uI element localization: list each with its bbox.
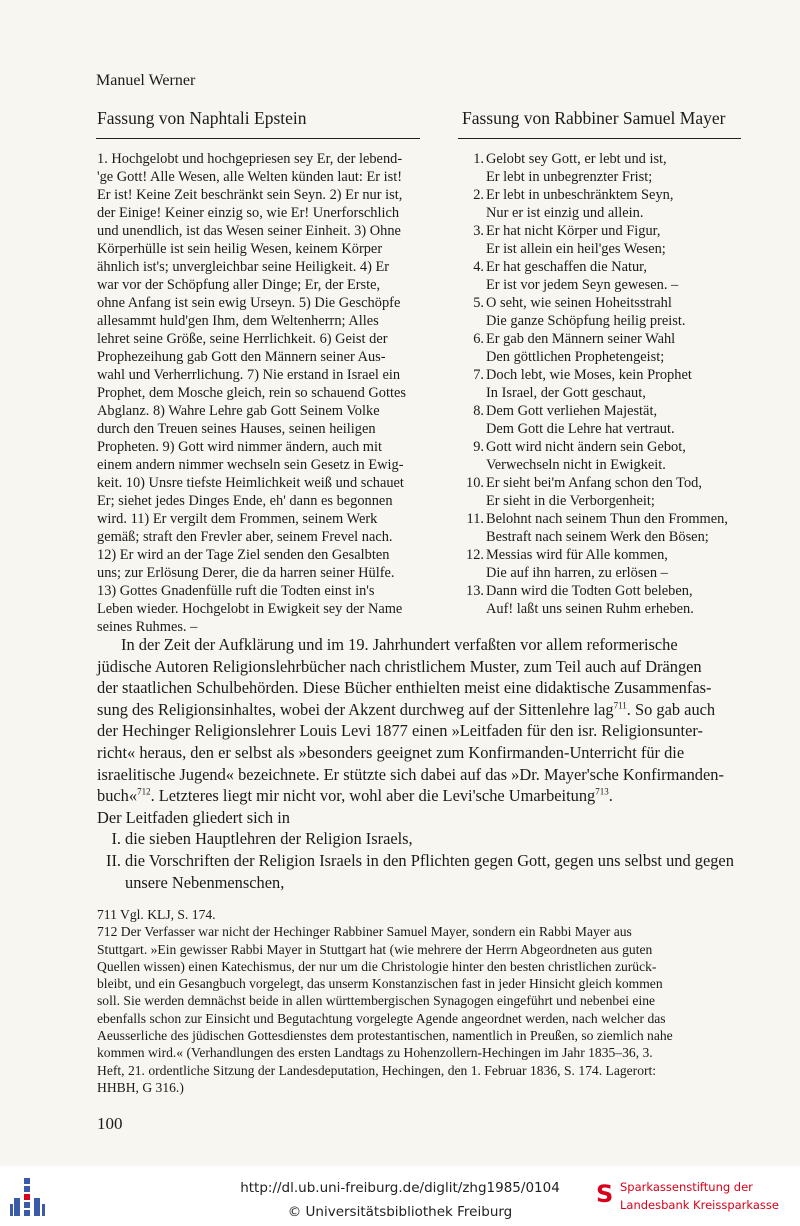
verse-text: Gelobt sey Gott, er lebt und ist, [486, 151, 667, 167]
verse-number: 12. [466, 547, 484, 563]
verse-line [458, 510, 758, 528]
verse-line [458, 438, 758, 456]
viewer-footer [0, 1166, 800, 1226]
text-line [97, 992, 741, 1009]
leitfaden-outline-list [97, 828, 741, 893]
verse-line [458, 330, 758, 348]
verse-line [458, 600, 758, 618]
line-text: Körperhülle ist sein heilig Wesen, keinem Körper [97, 241, 383, 257]
text-line [97, 384, 419, 402]
verse-number: 1. [473, 151, 484, 167]
line-text: 12) Er wird an der Tage Ziel senden den Gesalbten [97, 547, 390, 563]
text-line [97, 582, 419, 600]
epstein-version-text [97, 150, 419, 636]
verse-number: 2. [473, 187, 484, 203]
text-line [97, 720, 741, 742]
verse-number: 5. [473, 295, 484, 311]
verse-text: Er hat geschaffen die Natur, [486, 259, 647, 275]
list-numeral: I. [111, 829, 121, 849]
line-text: wird. 11) Er vergilt dem Frommen, seinem Werk [97, 511, 378, 527]
text-line [97, 1027, 741, 1044]
text-line [97, 600, 419, 618]
list-text: die Vorschriften der Religion Israels in den Pflichten gegen Gott, gegen uns selbst und gegen [125, 850, 734, 870]
line-text: Er; siehet jedes Dinges Ende, eh' dann es begonnen [97, 493, 393, 509]
paragraph-1 [97, 634, 741, 699]
text-line [97, 312, 419, 330]
sparkasse-s-icon: S [596, 1180, 614, 1208]
text-line [97, 348, 419, 366]
text-line [97, 656, 741, 678]
verse-text: Er lebt in unbegrenzter Frist; [486, 169, 653, 185]
left-column-title: Fassung von Naphtali Epstein [97, 108, 307, 128]
line-text: Stuttgart. »Ein gewisser Rabbi Mayer in Stuttgart hat (wie mehrere der Herrn Abgeordneten aus guten [97, 941, 653, 957]
text-line [97, 294, 419, 312]
line-text: Leben wieder. Hochgelobt in Ewigkeit sey der Name [97, 601, 403, 617]
line-text: 1. Hochgelobt und hochgepriesen sey Er, der lebend- [97, 151, 403, 167]
mayer-version-text [458, 150, 758, 618]
text-line [97, 742, 741, 764]
verse-line [458, 492, 758, 510]
verse-text: Dem Gott verliehen Majestät, [486, 403, 658, 419]
verse-text: Bestraft nach seinem Werk den Bösen; [486, 529, 709, 545]
text-line [97, 1062, 741, 1079]
line-text: ohne Anfang ist sein ewig Urseyn. 5) Die Geschöpfe [97, 295, 401, 311]
text-line [97, 222, 419, 240]
verse-text: Die auf ihn harren, zu erlösen – [486, 565, 668, 581]
verse-text: Er ist allein ein heil'ges Wesen; [486, 241, 666, 257]
main-body-text [97, 634, 741, 893]
verse-text: Den göttlichen Prophetengeist; [486, 349, 665, 365]
verse-line [458, 312, 758, 330]
line-text: 'ge Gott! Alle Wesen, alle Welten künden laut: Er ist! [97, 169, 403, 185]
copyright-notice: © Universitätsbibliothek Freiburg [287, 1204, 513, 1220]
line-text: soll. Sie werden demnächst beide in allen württembergischen Synagogen eingeführt und nebenbei eine [97, 993, 656, 1009]
text-line [97, 258, 419, 276]
footnote-ref-712[interactable]: 712 [137, 786, 151, 797]
verse-line [458, 384, 758, 402]
text-line [97, 634, 741, 656]
text-line [97, 528, 419, 546]
text-line [97, 168, 419, 186]
text-line [97, 1010, 741, 1027]
text-line [97, 764, 741, 786]
verse-line [458, 204, 758, 222]
text-line [97, 150, 419, 168]
line-text: ebenfalls schon zur Einsicht und Begutachtung vorgelegte Agende angeordnet werden, nach welcher das [97, 1010, 666, 1026]
verse-number: 11. [466, 511, 484, 527]
verse-number: 13. [466, 583, 484, 599]
verse-text: Belohnt nach seinem Thun den Frommen, [486, 511, 728, 527]
document-url-link[interactable]: http://dl.ub.uni-freiburg.de/diglit/zhg1985/0104 [240, 1180, 560, 1196]
text-line [97, 204, 419, 222]
line-text: In der Zeit der Aufklärung und im 19. Jahrhundert verfaßten vor allem reformerische [121, 635, 678, 654]
verse-text: Dem Gott die Lehre hat vertraut. [486, 421, 675, 437]
line-text: 712 Der Verfasser war nicht der Hechinger Rabbiner Samuel Mayer, sondern ein Rabbi Mayer aus [97, 924, 632, 940]
list-item [97, 872, 741, 894]
verse-text: Verwechseln nicht in Ewigkeit. [486, 457, 666, 473]
text-line [97, 240, 419, 258]
line-text: lehret seine Größe, seine Herrlichkeit. 6) Geist der [97, 331, 388, 347]
verse-line [458, 186, 758, 204]
text-line [97, 941, 741, 958]
line-text: einem andern nimmer wechseln sein Gesetz in Ewig- [97, 457, 404, 473]
verse-line [458, 366, 758, 384]
line-text: keit. 10) Unsre tiefste Heimlichkeit weiß und schauet [97, 475, 404, 491]
line-text: der Einige! Keiner einzig so, wie Er! Unerforschlich [97, 205, 400, 221]
list-item [97, 828, 741, 850]
verse-line [458, 546, 758, 564]
verse-number: 6. [473, 331, 484, 347]
verse-line [458, 168, 758, 186]
verse-number: 4. [473, 259, 484, 275]
verse-line [458, 564, 758, 582]
text-line [97, 186, 419, 204]
verse-text: Messias wird für Alle kommen, [486, 547, 668, 563]
footnote-712 [97, 923, 741, 1079]
line-text: kommen wird.« (Verhandlungen des ersten Landtags zu Hohenzollern-Hechingen im Jahr 1835–36, 3. [97, 1045, 653, 1061]
verse-text: Er hat nicht Körper und Figur, [486, 223, 661, 239]
line-text: jüdische Autoren Religionslehrbücher nach christlichem Muster, zum Teil auch auf Drängen [97, 656, 702, 676]
verse-line [458, 258, 758, 276]
list-item [97, 850, 741, 872]
verse-line [458, 294, 758, 312]
left-title-rule [96, 138, 420, 139]
text-line [97, 366, 419, 384]
line-text: ähnlich ist's; unvergleichbar seine Heiligkeit. 4) Er [97, 259, 390, 275]
page-number: 100 [97, 1114, 123, 1133]
sparkassenstiftung-logo [596, 1178, 796, 1222]
verse-text: Nur er ist einzig und allein. [486, 205, 644, 221]
text-line [97, 420, 419, 438]
text-line [97, 958, 741, 975]
list-text: unsere Nebenmenschen, [125, 872, 285, 892]
text-line [97, 564, 419, 582]
text-line [97, 456, 419, 474]
verse-number: 9. [473, 439, 484, 455]
text-line [97, 402, 419, 420]
line-text: der staatlichen Schulbehörden. Diese Bücher enthielten meist eine didaktische Zusammenfas- [97, 678, 712, 698]
footnote-711: 711 Vgl. KLJ, S. 174. [97, 907, 216, 922]
text-line [97, 1044, 741, 1061]
text-line [97, 546, 419, 564]
right-title-rule [458, 138, 741, 139]
line-text: allesammt huld'gen Ihm, dem Weltenherrn; Alles [97, 313, 379, 329]
line-text: israelitische Jugend« bezeichnete. Er stützte sich dabei auf das »Dr. Mayer'sche Konfirmanden- [97, 764, 724, 784]
verse-line [458, 150, 758, 168]
verse-line [458, 474, 758, 492]
text-line [97, 276, 419, 294]
line-text: Abglanz. 8) Wahre Lehre gab Gott Seinem Volke [97, 403, 380, 419]
verse-text: Er sieht in die Verborgenheit; [486, 493, 655, 509]
verse-line [458, 528, 758, 546]
verse-number: 7. [473, 367, 484, 383]
line-text: und unendlich, ist das Wesen seiner Einheit. 3) Ohne [97, 223, 401, 239]
verse-line [458, 222, 758, 240]
verse-line [458, 276, 758, 294]
line-text: Prophet, dem Mosche gleich, rein so schauend Gottes [97, 385, 406, 401]
verse-text: Er sieht bei'm Anfang schon den Tod, [486, 475, 702, 491]
line-text: 13) Gottes Gnadenfülle ruft die Todten einst in's [97, 583, 375, 599]
line-text: Propheten. 9) Gott wird nimmer ändern, auch mit [97, 439, 382, 455]
text-line [97, 438, 419, 456]
line-text: durch den Treuen seines Hauses, seinen heiligen [97, 421, 376, 437]
line-text: Heft, 21. ordentliche Sitzung der Landesdeputation, Hechingen, den 1. Februar 1836, S. 174. Lagerort: [97, 1062, 657, 1078]
text-line: seines Ruhmes. – [97, 619, 198, 635]
sponsor-line-2: Landesbank Kreissparkasse [620, 1198, 779, 1212]
line-text: Aeusserliche des jüdischen Gottesdienstes dem protestantischen, namentlich in Preußen, so ziemlich nahe [97, 1028, 673, 1044]
running-head-author: Manuel Werner [96, 72, 196, 89]
verse-line [458, 420, 758, 438]
text-line [97, 923, 741, 940]
text-line [97, 330, 419, 348]
verse-text: Er lebt in unbeschränktem Seyn, [486, 187, 674, 203]
verse-line [458, 348, 758, 366]
verse-number: 3. [473, 223, 484, 239]
verse-text: Auf! laßt uns seinen Ruhm erheben. [486, 601, 694, 617]
body-line: sung des Religionsinhaltes, wobei der Akzent durchweg auf der Sittenlehre lag$^{711}$. So gab auch [97, 699, 716, 719]
sponsor-line-1: Sparkassenstiftung der [620, 1180, 753, 1194]
line-text: war vor der Schöpfung aller Dinge; Er, der Erste, [97, 277, 381, 293]
list-numeral: II. [105, 850, 121, 870]
line-text: wahl und Verherrlichung. 7) Nie erstand in Israel ein [97, 367, 401, 383]
verse-line [458, 456, 758, 474]
line-text: uns; zur Erlösung Derer, die da harren seiner Hülfe. [97, 565, 395, 581]
paragraph-1-continued [97, 720, 741, 785]
verse-text: Die ganze Schöpfung heilig preist. [486, 313, 686, 329]
line-text: Prophezeihung gab Gott den Männern seiner Aus- [97, 349, 386, 365]
verse-text: Doch lebt, wie Moses, kein Prophet [486, 367, 692, 383]
text-line [97, 510, 419, 528]
body-line: buch«$^{712}$. Letzteres liegt mir nicht vor, wohl aber die Levi'sche Umarbeitung$^{713}$. [97, 786, 613, 806]
footnote-ref-711[interactable]: 711 [613, 700, 627, 711]
line-text: gemäß; straft den Frevler aber, seinem Frevel nach. [97, 529, 393, 545]
line-text: bleibt, und ein Gesangbuch vorgelegt, das unserm Konstanzischen fast in jeder Hinsicht gleich kommen [97, 976, 663, 992]
line-text: richt« heraus, den er selbst als »besonders geeignet zum Konfirmanden-Unterricht für die [97, 742, 685, 762]
verse-line [458, 240, 758, 258]
verse-text: In Israel, der Gott geschaut, [486, 385, 646, 401]
verse-text: Dann wird die Todten Gott beleben, [486, 583, 693, 599]
verse-number: 10. [466, 475, 484, 491]
right-column-title: Fassung von Rabbiner Samuel Mayer [462, 108, 726, 128]
text-line [97, 474, 419, 492]
verse-line [458, 402, 758, 420]
footnote-712-last-line: HHBH, G 316.) [97, 1079, 184, 1095]
verse-line [458, 582, 758, 600]
text-line [97, 677, 741, 699]
verse-text: O seht, wie seinen Hoheitsstrahl [486, 295, 672, 311]
text-line [97, 975, 741, 992]
list-text: die sieben Hauptlehren der Religion Israels, [125, 829, 413, 849]
verse-number: 8. [473, 403, 484, 419]
verse-text: Er gab den Männern seiner Wahl [486, 331, 676, 347]
verse-text: Er ist vor jedem Seyn gewesen. – [486, 277, 679, 293]
verse-text: Gott wird nicht ändern sein Gebot, [486, 439, 686, 455]
line-text: Quellen wissen) einen Katechismus, der nur um die Christologie hinter den besten christlichen zurück- [97, 958, 657, 974]
text-line [97, 492, 419, 510]
list-intro: Der Leitfaden gliedert sich in [97, 807, 290, 827]
footnotes [97, 906, 741, 1096]
line-text: Er ist! Keine Zeit beschränkt sein Seyn. 2) Er nur ist, [97, 187, 403, 203]
footnote-ref-713[interactable]: 713 [595, 786, 609, 797]
line-text: der Hechinger Religionslehrer Louis Levi 1877 einen »Leitfaden für den isr. Religionsunter- [97, 721, 703, 741]
